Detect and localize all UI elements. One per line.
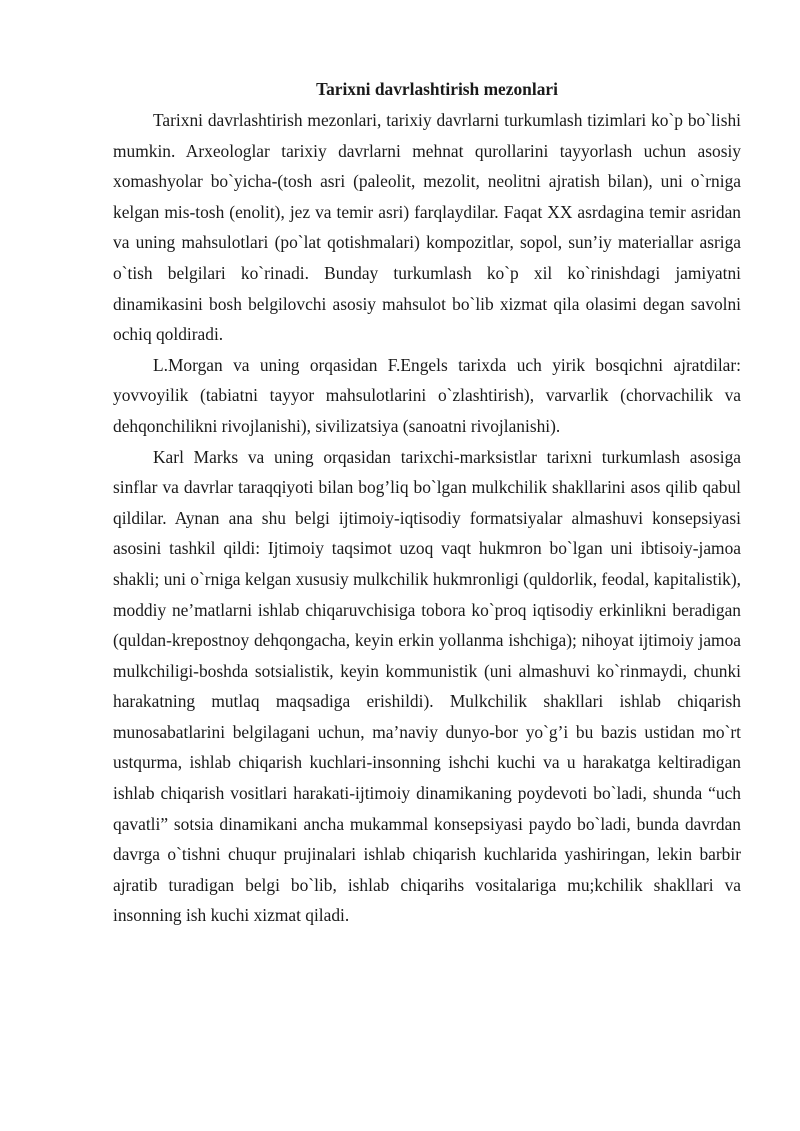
paragraph-morgan-engels: L.Morgan va uning orqasidan F.Engels tarixda uch yirik bosqichni ajratdilar: yovvoyilik (tabiatni tayyor mahsulotlarini o`zlashtirish), varvarlik (chorvachilik va dehqonchilikni rivojlanishi), sivilizatsiya (sanoatni rivojlanishi). — [113, 354, 741, 436]
paragraph-marx-formations: Karl Marks va uning orqasidan tarixchi-marksistlar tarixni turkumlash asosiga sinflar va davrlar taraqqiyoti bilan bog’liq bo`lgan mulkchilik shakllarini asos qilib qabul qildilar. Aynan ana shu belgi ijtimoiy-iqtisodiy formatsiyalar almashuvi konsepsiyasi asosini tashkil qildi: Ijtimoiy taqsimot uzoq vaqt hukmron bo`lgan uni ibtisoiy-jamoa shakli; uni o`rniga kelgan xususiy mulkchilik hukmronligi (quldorlik, feodal, kapitalistik), moddiy ne’matlarni ishlab chiqaruvchisiga tobora ko`proq iqtisodiy erkinlikni beradigan (quldan-krepostnoy dehqongacha, keyin erkin yollanma ishchiga); nihoyat ijtimoiy jamoa mulkchiligi-boshda sotsialistik, keyin kommunistik (uni almashuvi ko`rinmaydi, chunki harakatning mutlaq maqsadiga erishildi). Mulkchilik shakllari ishlab chiqarish munosabatlarini belgilagani uchun, ma’naviy dunyo-bor yo`g’i bu bazis ustidan mo`rt ustqurma, ishlab chiqarish kuchlari-insonning ishchi kuchi va u harakatga keltiradigan ishlab chiqarish vositlari harakati-ijtimoiy dinamikaning poydevoti bo`ladi, shunda “uch qavatli” sotsia dinamikani ancha mukammal konsepsiyasi paydo bo`ladi, bunda davrdan davrga o`tishni chuqur prujinalari ishlab chiqarish kuchlarida yashiringan, lekin barbir ajratib turadigan belgi bo`lib, ishlab chiqarihs vositalariga mu;kchilik shakllari va insonning ish kuchi xizmat qiladi. — [113, 446, 741, 926]
document-title: Tarixni davrlashtirish mezonlari — [316, 79, 558, 99]
paragraph-periodization-criteria: Tarixni davrlashtirish mezonlari, tarixiy davrlarni turkumlash tizimlari ko`p bo`lishi mumkin. Arxeologlar tarixiy davrlarni mehnat qurollarini tayyorlash uchun asosiy xomashyolar bo`yicha-(tosh asri (paleolit, mezolit, neolitni ajratish bilan), uni o`rniga kelgan mis-tosh (enolit), jez va temir asri) farqlaydilar. Faqat XX asrdagina temir asridan va uning mahsulotlari (po`lat qotishmalari) kompozitlar, sopol, sun’iy materiallar asriga o`tish belgilari ko`rinadi. Bunday turkumlash ko`p xil ko`rinishdagi jamiyatni dinamikasini bosh belgilovchi asosiy mahsulot bo`lib xizmat qila olasimi degan savolni ochiq qoldiradi. — [113, 110, 741, 345]
document-body — [113, 75, 741, 931]
